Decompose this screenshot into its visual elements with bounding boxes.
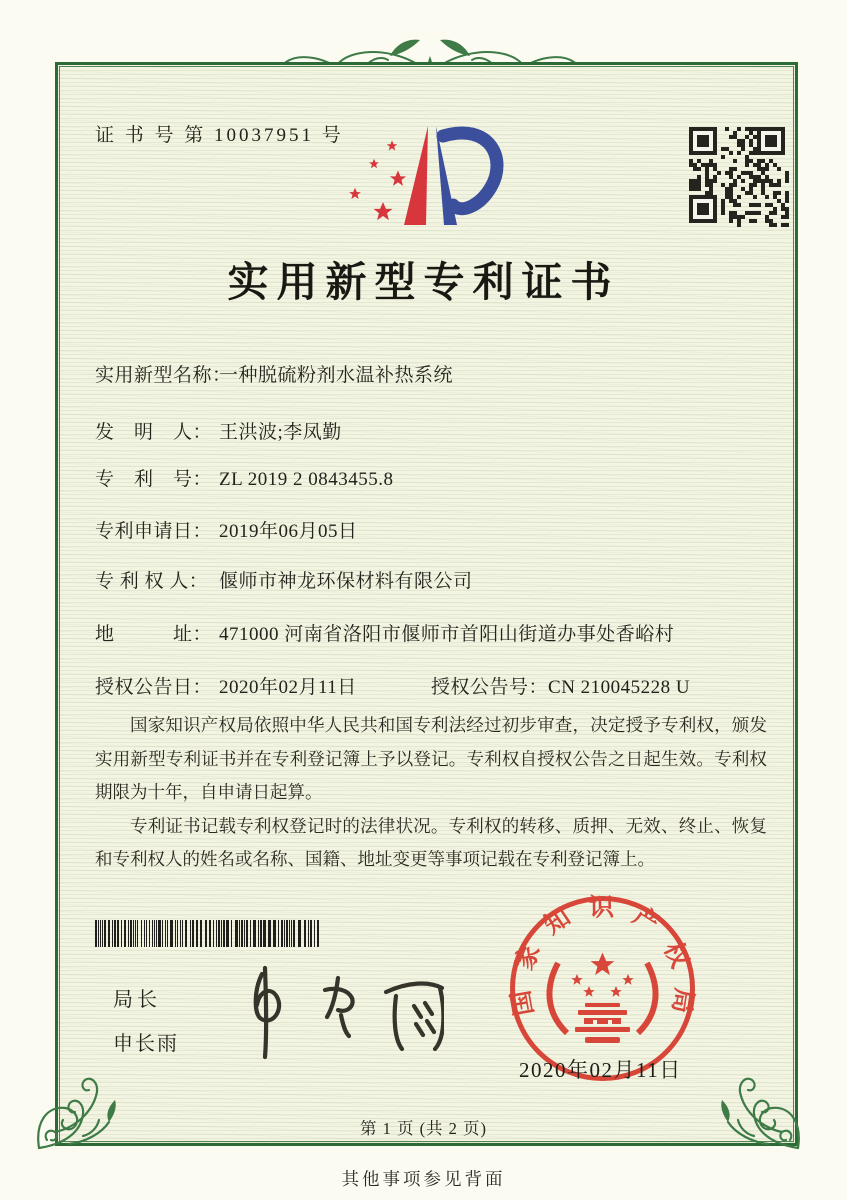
field-value: ZL 2019 2 0843455.8	[219, 469, 394, 490]
legal-paragraph-1: 国家知识产权局依照中华人民共和国专利法经过初步审查，决定授予专利权，颁发实用新型专利证书并在专利登记簿上予以登记。专利权自授权公告之日起生效。专利权期限为十年，自申请日起算。	[95, 715, 767, 802]
grant-number-label: 授权公告号：	[431, 677, 549, 698]
barcode	[95, 920, 325, 947]
field-row-filing-date	[95, 519, 785, 545]
signature	[226, 960, 444, 1068]
qr-code	[687, 125, 791, 229]
legal-text	[95, 709, 767, 877]
logo-stars	[349, 141, 406, 221]
field-label: 专利申请日：	[95, 521, 213, 542]
seal-text: 国家知识产权局	[507, 894, 698, 1018]
field-row-grant	[95, 675, 785, 701]
field-value: 2019年06月05日	[219, 521, 358, 542]
grant-number-value: CN 210045228 U	[548, 677, 691, 698]
field-row-patentee	[95, 569, 785, 595]
bottom-left-flourish	[25, 1062, 125, 1162]
back-side-note: 其他事项参见背面	[341, 1169, 506, 1189]
field-value: 偃师市神龙环保材料有限公司	[219, 571, 473, 592]
certificate-title: 实用新型专利证书	[227, 259, 620, 305]
seal-date: 2020年02月11日	[519, 1058, 682, 1082]
field-label: 授权公告日：	[95, 677, 213, 698]
bottom-right-flourish	[712, 1062, 812, 1162]
field-value: 471000 河南省洛阳市偃师市首阳山街道办事处香峪村	[219, 624, 675, 645]
field-value: 王洪波;李凤勤	[219, 422, 342, 443]
field-value: 一种脱硫粉剂水温补热系统	[219, 365, 454, 386]
logo-red-wedge	[404, 126, 428, 225]
field-row-inventor	[95, 420, 785, 446]
page-number: 第 1 页 (共 2 页)	[359, 1119, 488, 1138]
field-label: 发 明 人：	[95, 422, 213, 443]
certificate-number: 证 书 号 第 10037951 号	[95, 125, 344, 146]
fields-section	[95, 363, 785, 701]
field-label: 实用新型名称：	[95, 365, 232, 386]
official-title: 局长	[113, 989, 161, 1011]
field-label: 专 利 号：	[95, 469, 213, 490]
official-name: 申长雨	[113, 1033, 179, 1055]
field-label: 地 址：	[95, 624, 213, 645]
legal-paragraph-2: 专利证书记载专利权登记时的法律状况。专利权的转移、质押、无效、终止、恢复和专利权人的姓名或名称、国籍、地址变更等事项记载在专利登记簿上。	[95, 815, 767, 869]
cnipa-logo	[345, 114, 510, 234]
seal-ring	[513, 899, 693, 1079]
field-row-address	[95, 622, 785, 648]
field-value: 2020年02月11日	[219, 677, 357, 698]
field-row-patent-no	[95, 467, 785, 493]
national-emblem	[549, 953, 655, 1044]
field-row-name	[95, 363, 785, 389]
field-label: 专 利 权 人：	[95, 571, 209, 592]
